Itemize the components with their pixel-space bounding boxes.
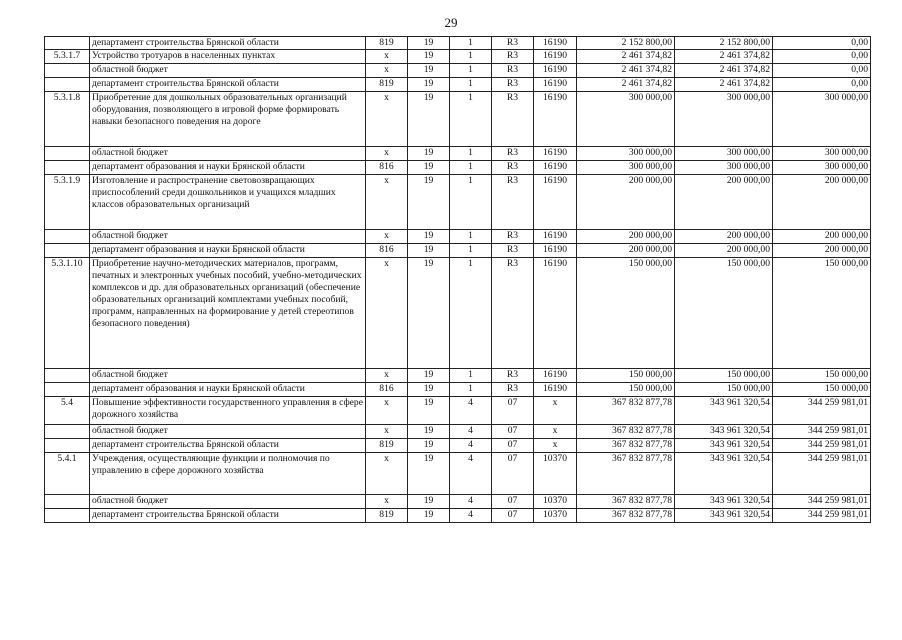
- row-gp: 19: [408, 230, 450, 244]
- page-number: 29: [444, 15, 458, 30]
- row-name: департамент строительства Брянской области: [90, 37, 366, 50]
- row-name: Устройство тротуаров в населенных пунктах: [90, 50, 366, 64]
- row-amount-2: 150 000,00: [675, 369, 773, 383]
- row-amount-2: 343 961 320,54: [675, 439, 773, 453]
- row-amount-3: 0,00: [773, 78, 871, 92]
- budget-table-body: [45, 37, 871, 523]
- row-grbs: х: [366, 258, 408, 369]
- row-om: 07: [492, 425, 534, 439]
- row-pgp: 1: [450, 161, 492, 175]
- row-amount-2: 2 461 374,82: [675, 78, 773, 92]
- row-grbs: х: [366, 495, 408, 509]
- row-pgp: 4: [450, 495, 492, 509]
- row-nr: 16190: [534, 175, 577, 230]
- row-code: 5.4.1: [45, 453, 90, 495]
- row-nr: 16190: [534, 147, 577, 161]
- row-pgp: 1: [450, 175, 492, 230]
- table-row: [45, 50, 871, 64]
- row-amount-2: 300 000,00: [675, 161, 773, 175]
- row-amount-1: 2 461 374,82: [577, 50, 675, 64]
- row-pgp: 4: [450, 397, 492, 425]
- row-om: R3: [492, 230, 534, 244]
- table-row: [45, 92, 871, 147]
- table-row: [45, 383, 871, 397]
- row-name: департамент строительства Брянской области: [90, 509, 366, 523]
- row-pgp: 1: [450, 244, 492, 258]
- row-pgp: 1: [450, 50, 492, 64]
- row-amount-2: 200 000,00: [675, 230, 773, 244]
- row-amount-3: 300 000,00: [773, 161, 871, 175]
- row-amount-1: 367 832 877,78: [577, 495, 675, 509]
- row-pgp: 1: [450, 230, 492, 244]
- row-grbs: 819: [366, 78, 408, 92]
- row-amount-3: 300 000,00: [773, 92, 871, 147]
- row-pgp: 1: [450, 64, 492, 78]
- row-amount-1: 367 832 877,78: [577, 453, 675, 495]
- row-om: R3: [492, 369, 534, 383]
- row-nr: 16190: [534, 383, 577, 397]
- row-gp: 19: [408, 383, 450, 397]
- row-amount-2: 150 000,00: [675, 258, 773, 369]
- row-nr: 10370: [534, 453, 577, 495]
- row-gp: 19: [408, 37, 450, 50]
- row-amount-3: 200 000,00: [773, 175, 871, 230]
- row-gp: 19: [408, 50, 450, 64]
- row-amount-3: 344 259 981,01: [773, 453, 871, 495]
- row-amount-2: 343 961 320,54: [675, 509, 773, 523]
- row-om: 07: [492, 509, 534, 523]
- row-gp: 19: [408, 78, 450, 92]
- row-amount-3: 344 259 981,01: [773, 509, 871, 523]
- row-code: [45, 230, 90, 244]
- row-code: 5.4: [45, 397, 90, 425]
- row-name: Приобретение научно-методических материалов, программ, печатных и электронных учебных пособий, учебно-методических комплексов и др. для образовательных организаций (обеспечение образовательных организаций комплектами учебных пособий, программ, направленных на формирование у детей стереотипов безопасного поведения): [90, 258, 366, 369]
- row-name: департамент образования и науки Брянской области: [90, 244, 366, 258]
- row-code: [45, 495, 90, 509]
- table-row: [45, 161, 871, 175]
- row-amount-2: 2 461 374,82: [675, 50, 773, 64]
- row-name: областной бюджет: [90, 425, 366, 439]
- table-row: [45, 175, 871, 230]
- row-grbs: 816: [366, 161, 408, 175]
- row-om: 07: [492, 453, 534, 495]
- row-amount-2: 150 000,00: [675, 383, 773, 397]
- row-name: Изготовление и распространение световозвращающих приспособлений среди дошкольников и учащихся младших классов образовательных организаций: [90, 175, 366, 230]
- row-name: областной бюджет: [90, 369, 366, 383]
- row-pgp: 1: [450, 147, 492, 161]
- row-name: Приобретение для дошкольных образовательных организаций оборудования, позволяющего в игровой форме формировать навыки безопасного поведения на дороге: [90, 92, 366, 147]
- row-gp: 19: [408, 397, 450, 425]
- row-code: 5.3.1.9: [45, 175, 90, 230]
- row-pgp: 4: [450, 439, 492, 453]
- row-amount-3: 200 000,00: [773, 244, 871, 258]
- row-name: областной бюджет: [90, 230, 366, 244]
- row-code: 5.3.1.10: [45, 258, 90, 369]
- row-code: [45, 78, 90, 92]
- row-code: 5.3.1.7: [45, 50, 90, 64]
- row-amount-1: 2 461 374,82: [577, 64, 675, 78]
- row-code: 5.3.1.8: [45, 92, 90, 147]
- row-gp: 19: [408, 495, 450, 509]
- row-om: 07: [492, 495, 534, 509]
- row-om: R3: [492, 92, 534, 147]
- row-nr: х: [534, 439, 577, 453]
- table-row: [45, 78, 871, 92]
- row-code: [45, 244, 90, 258]
- row-amount-2: 343 961 320,54: [675, 495, 773, 509]
- table-row: [45, 439, 871, 453]
- row-gp: 19: [408, 161, 450, 175]
- row-nr: 16190: [534, 50, 577, 64]
- row-amount-2: 300 000,00: [675, 92, 773, 147]
- row-grbs: 816: [366, 244, 408, 258]
- row-amount-2: 343 961 320,54: [675, 397, 773, 425]
- table-row: [45, 64, 871, 78]
- row-code: [45, 425, 90, 439]
- row-amount-1: 2 152 800,00: [577, 37, 675, 50]
- table-row: [45, 495, 871, 509]
- row-pgp: 1: [450, 37, 492, 50]
- row-amount-1: 367 832 877,78: [577, 425, 675, 439]
- row-code: [45, 383, 90, 397]
- row-gp: 19: [408, 453, 450, 495]
- row-code: [45, 369, 90, 383]
- row-amount-1: 2 461 374,82: [577, 78, 675, 92]
- row-grbs: х: [366, 50, 408, 64]
- row-pgp: 1: [450, 369, 492, 383]
- row-gp: 19: [408, 258, 450, 369]
- row-gp: 19: [408, 509, 450, 523]
- row-name: департамент строительства Брянской области: [90, 439, 366, 453]
- row-nr: 16190: [534, 64, 577, 78]
- row-amount-3: 0,00: [773, 37, 871, 50]
- row-om: R3: [492, 37, 534, 50]
- row-amount-3: 150 000,00: [773, 258, 871, 369]
- row-amount-3: 344 259 981,01: [773, 439, 871, 453]
- row-grbs: х: [366, 175, 408, 230]
- row-gp: 19: [408, 244, 450, 258]
- row-nr: 16190: [534, 92, 577, 147]
- row-gp: 19: [408, 439, 450, 453]
- row-amount-2: 300 000,00: [675, 147, 773, 161]
- row-code: [45, 161, 90, 175]
- table-row: [45, 369, 871, 383]
- row-grbs: х: [366, 92, 408, 147]
- row-pgp: 4: [450, 453, 492, 495]
- row-amount-3: 0,00: [773, 64, 871, 78]
- row-pgp: 4: [450, 509, 492, 523]
- row-nr: 10370: [534, 509, 577, 523]
- budget-table: [44, 36, 871, 523]
- row-grbs: х: [366, 397, 408, 425]
- row-gp: 19: [408, 425, 450, 439]
- table-row: [45, 453, 871, 495]
- row-om: R3: [492, 78, 534, 92]
- row-grbs: х: [366, 425, 408, 439]
- row-code: [45, 509, 90, 523]
- row-name: Учреждения, осуществляющие функции и полномочия по управлению в сфере дорожного хозяйства: [90, 453, 366, 495]
- row-gp: 19: [408, 175, 450, 230]
- row-nr: 16190: [534, 369, 577, 383]
- row-amount-3: 150 000,00: [773, 369, 871, 383]
- row-amount-3: 344 259 981,01: [773, 397, 871, 425]
- row-grbs: х: [366, 147, 408, 161]
- row-gp: 19: [408, 92, 450, 147]
- row-om: R3: [492, 244, 534, 258]
- row-amount-1: 200 000,00: [577, 244, 675, 258]
- row-amount-3: 200 000,00: [773, 230, 871, 244]
- row-gp: 19: [408, 147, 450, 161]
- row-amount-1: 367 832 877,78: [577, 439, 675, 453]
- row-name: областной бюджет: [90, 64, 366, 78]
- row-amount-3: 344 259 981,01: [773, 425, 871, 439]
- table-row: [45, 397, 871, 425]
- row-om: R3: [492, 64, 534, 78]
- row-om: R3: [492, 50, 534, 64]
- row-amount-2: 200 000,00: [675, 175, 773, 230]
- row-code: [45, 439, 90, 453]
- row-code: [45, 147, 90, 161]
- row-nr: х: [534, 397, 577, 425]
- table-row: [45, 244, 871, 258]
- row-amount-1: 367 832 877,78: [577, 509, 675, 523]
- table-row: [45, 425, 871, 439]
- row-amount-1: 150 000,00: [577, 258, 675, 369]
- row-amount-2: 200 000,00: [675, 244, 773, 258]
- row-grbs: х: [366, 64, 408, 78]
- row-amount-2: 343 961 320,54: [675, 425, 773, 439]
- row-name: департамент строительства Брянской области: [90, 78, 366, 92]
- row-name: департамент образования и науки Брянской области: [90, 161, 366, 175]
- row-grbs: 816: [366, 383, 408, 397]
- row-grbs: 819: [366, 509, 408, 523]
- row-amount-3: 344 259 981,01: [773, 495, 871, 509]
- row-grbs: х: [366, 230, 408, 244]
- row-grbs: х: [366, 369, 408, 383]
- row-om: 07: [492, 397, 534, 425]
- row-grbs: 819: [366, 37, 408, 50]
- row-om: R3: [492, 161, 534, 175]
- row-nr: 16190: [534, 78, 577, 92]
- row-nr: 16190: [534, 230, 577, 244]
- row-amount-2: 343 961 320,54: [675, 453, 773, 495]
- row-code: [45, 64, 90, 78]
- row-om: R3: [492, 383, 534, 397]
- row-nr: 16190: [534, 37, 577, 50]
- row-name: областной бюджет: [90, 147, 366, 161]
- row-amount-2: 2 461 374,82: [675, 64, 773, 78]
- row-amount-1: 300 000,00: [577, 161, 675, 175]
- row-nr: 16190: [534, 161, 577, 175]
- row-amount-1: 150 000,00: [577, 383, 675, 397]
- row-amount-1: 150 000,00: [577, 369, 675, 383]
- row-grbs: х: [366, 453, 408, 495]
- row-grbs: 819: [366, 439, 408, 453]
- row-nr: х: [534, 425, 577, 439]
- row-pgp: 4: [450, 425, 492, 439]
- row-amount-3: 150 000,00: [773, 383, 871, 397]
- row-nr: 10370: [534, 495, 577, 509]
- row-pgp: 1: [450, 78, 492, 92]
- row-amount-1: 200 000,00: [577, 230, 675, 244]
- table-row: [45, 509, 871, 523]
- row-amount-3: 0,00: [773, 50, 871, 64]
- row-amount-1: 300 000,00: [577, 147, 675, 161]
- row-gp: 19: [408, 64, 450, 78]
- table-row: [45, 147, 871, 161]
- row-pgp: 1: [450, 92, 492, 147]
- row-om: R3: [492, 175, 534, 230]
- row-name: Повышение эффективности государственного управления в сфере дорожного хозяйства: [90, 397, 366, 425]
- row-pgp: 1: [450, 383, 492, 397]
- row-om: R3: [492, 147, 534, 161]
- table-row: [45, 37, 871, 50]
- row-om: 07: [492, 439, 534, 453]
- row-amount-3: 300 000,00: [773, 147, 871, 161]
- row-om: R3: [492, 258, 534, 369]
- row-amount-1: 300 000,00: [577, 92, 675, 147]
- table-row: [45, 258, 871, 369]
- row-amount-1: 200 000,00: [577, 175, 675, 230]
- row-nr: 16190: [534, 258, 577, 369]
- row-name: областной бюджет: [90, 495, 366, 509]
- table-row: [45, 230, 871, 244]
- row-gp: 19: [408, 369, 450, 383]
- row-code: [45, 37, 90, 50]
- row-name: департамент образования и науки Брянской области: [90, 383, 366, 397]
- row-amount-1: 367 832 877,78: [577, 397, 675, 425]
- row-amount-2: 2 152 800,00: [675, 37, 773, 50]
- row-pgp: 1: [450, 258, 492, 369]
- row-nr: 16190: [534, 244, 577, 258]
